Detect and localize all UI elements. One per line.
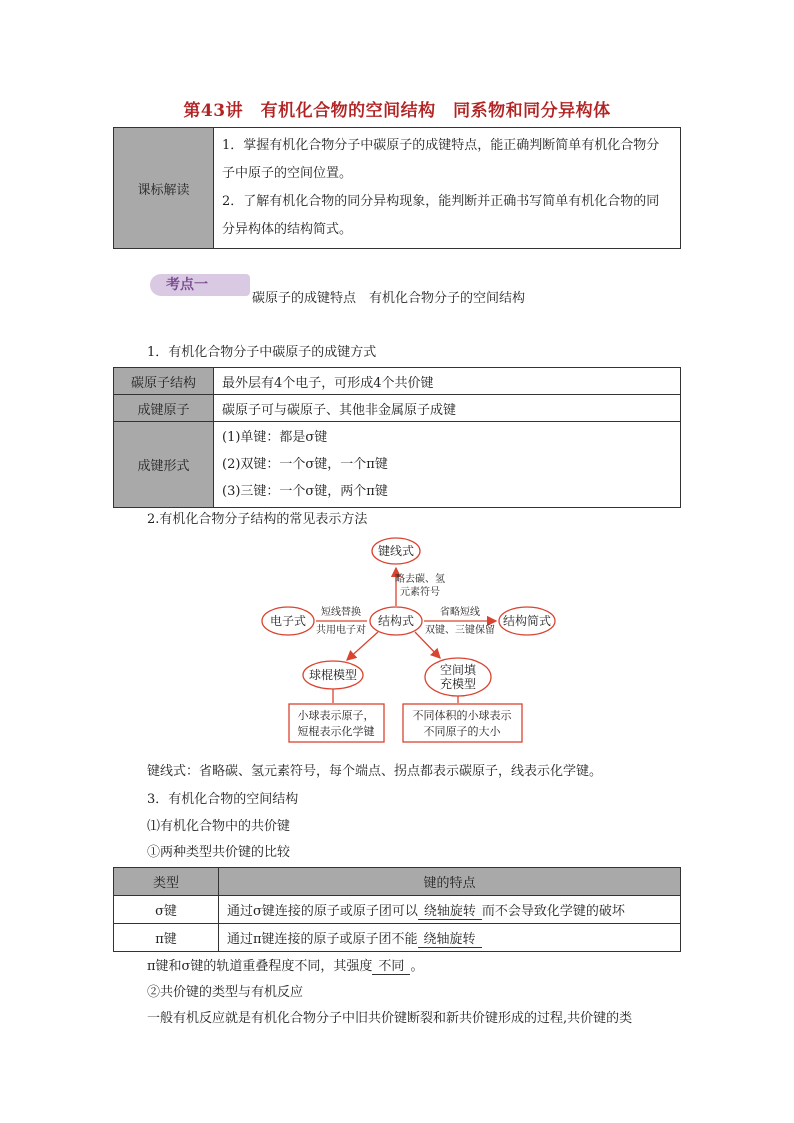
node-label: 结构式	[377, 614, 415, 628]
node-label: 球棍模型	[308, 668, 358, 682]
edge-label: 短线替换	[321, 607, 361, 618]
pi-blank: 绕轴旋转	[418, 928, 482, 948]
bonding-label: 成键原子	[114, 395, 214, 422]
node-label: 空间填	[439, 663, 477, 677]
pi-text: 通过π键连接的原子或原子团不能	[227, 931, 418, 947]
curriculum-item: 2．了解有机化合物的同分异构现象，能判断并正确书写简单有机化合物的同分异构体的结构简式。	[222, 194, 660, 237]
edge-label: 双键、三键保留	[425, 625, 495, 636]
curriculum-item: 1．掌握有机化合物分子中碳原子的成键特点，能正确判断简单有机化合物分子中原子的空间位置。	[222, 138, 660, 181]
node-label: 充模型	[439, 677, 477, 691]
edge-label: 共用电子对	[316, 625, 366, 636]
heading-representation: 2.有机化合物分子结构的常见表示方法	[147, 512, 368, 527]
note-text: 不同体积的小球表示	[412, 709, 512, 722]
bond-form-double: (2)双键：一个σ键，一个π键	[222, 457, 388, 472]
sigma-feature	[219, 896, 681, 924]
heading-bond-comparison: ①两种类型共价键的比较	[147, 845, 291, 860]
heading-covalent-bonds: ⑴有机化合物中的共价键	[147, 819, 291, 834]
node-label: 键线式	[377, 544, 415, 558]
bonding-value: 最外层有4个电子，可形成4个共价键	[214, 368, 681, 395]
bonding-label: 碳原子结构	[114, 368, 214, 395]
bond-form-single: (1)单键：都是σ键	[222, 430, 328, 445]
node-label: 电子式	[269, 614, 307, 628]
sigma-text: 通过σ键连接的原子或原子团可以	[227, 903, 418, 919]
sigma-blank: 绕轴旋转	[418, 900, 482, 920]
reaction-paragraph: 一般有机反应就是有机化合物分子中旧共价键断裂和新共价键形成的过程,共价键的类	[147, 1011, 633, 1026]
bonding-forms-label: 成键形式	[114, 422, 214, 508]
heading-bond-reactions: ②共价键的类型与有机反应	[147, 985, 304, 1000]
sigma-text-after: 而不会导致化学键的破坏	[481, 903, 625, 919]
note-text: 短棍表示化学键	[297, 725, 375, 738]
arrow-to-ball-stick	[347, 632, 378, 660]
note-text: 不同原子的大小	[423, 725, 501, 738]
heading-bonding: 1．有机化合物分子中碳原子的成键方式	[147, 345, 377, 360]
edge-label: 省略短线	[440, 607, 480, 618]
overlap-text-after: 。	[410, 959, 424, 974]
curriculum-label: 课标解读	[114, 128, 214, 249]
section-title: 碳原子的成键特点 有机化合物分子的空间结构	[252, 291, 526, 306]
sigma-label: σ键	[114, 896, 219, 924]
header-type: 类型	[114, 868, 219, 896]
header-features: 键的特点	[219, 868, 681, 896]
page-title: 第43讲 有机化合物的空间结构 同系物和同分异构体	[183, 101, 611, 121]
bond-comparison-table	[113, 867, 681, 952]
bonding-value: 碳原子可与碳原子、其他非金属原子成键	[214, 395, 681, 422]
pi-label: π键	[114, 924, 219, 952]
note-text: 小球表示原子，	[297, 709, 375, 722]
edge-label: 元素符号	[400, 587, 440, 598]
section-badge: 考点一	[150, 274, 250, 296]
overlap-blank: 不同	[372, 955, 410, 975]
overlap-text: π键和σ键的轨道重叠程度不同，其强度	[147, 959, 373, 974]
overlap-note	[147, 955, 423, 975]
pi-feature	[219, 924, 681, 952]
heading-spatial-structure: 3．有机化合物的空间结构	[147, 792, 299, 807]
line-formula-note: 键线式：省略碳、氢元素符号，每个端点、拐点都表示碳原子，线表示化学键。	[147, 764, 603, 779]
bond-form-triple: (3)三键：一个σ键，两个π键	[222, 484, 388, 499]
node-label: 结构简式	[502, 614, 552, 628]
edge-label: 略去碳、氢	[395, 574, 445, 585]
